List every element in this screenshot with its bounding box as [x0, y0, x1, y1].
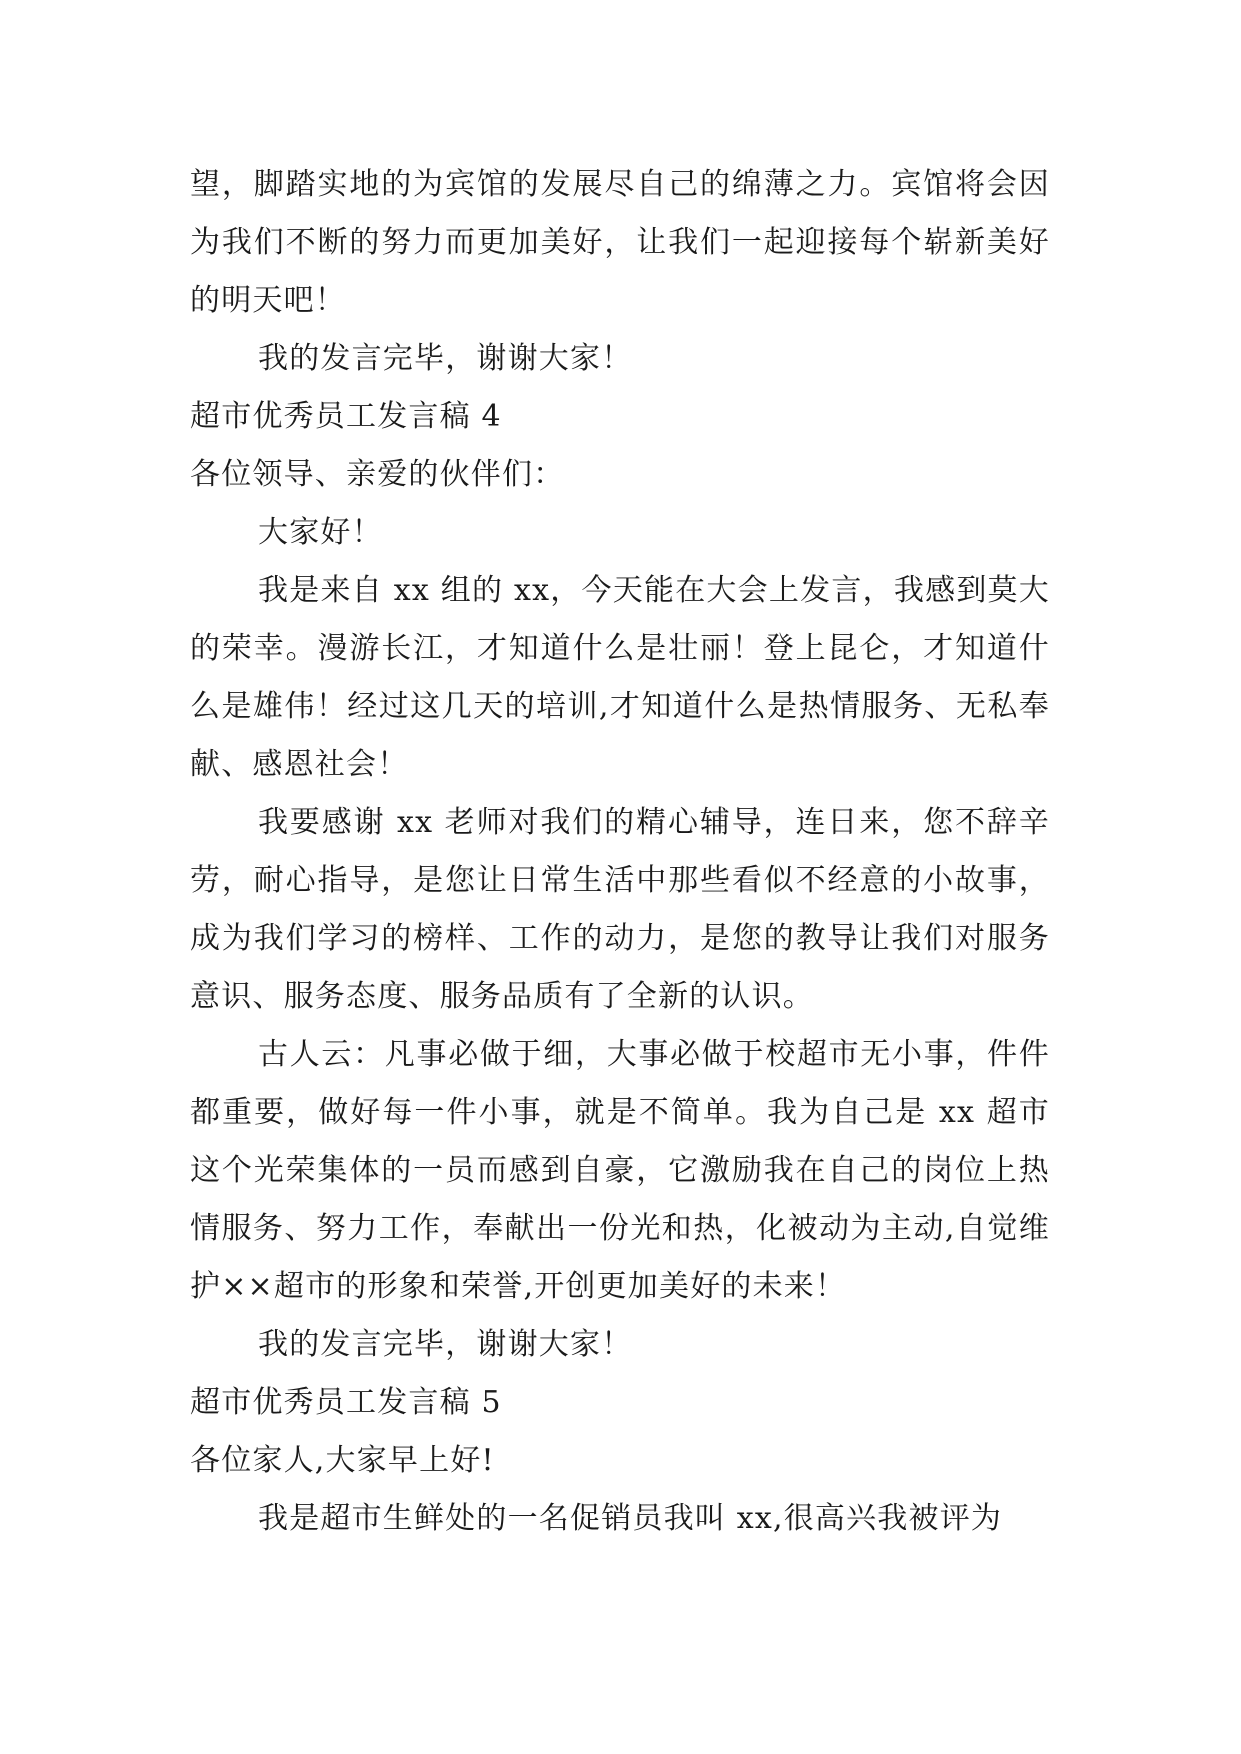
paragraph-salutation-2: 各位家人,大家早上好!	[190, 1443, 495, 1478]
paragraph-salutation: 各位领导、亲爱的伙伴们：	[190, 457, 565, 492]
paragraph-reflection: 古人云：凡事必做于细，大事必做于校超市无小事，件件都重要，做好每一件小事，就是不简单。我为自己是 xx 超市这个光荣集体的一员而感到自豪，它激励我在自己的岗位上热情服务、努力工作，奉献出一份光和热，化被动为主动,自觉维护××超市的形象和荣誉,开创更加美好的未来！	[190, 1037, 1050, 1304]
paragraph-greeting: 大家好！	[258, 515, 383, 550]
paragraph-continuation: 望，脚踏实地的为宾馆的发展尽自己的绵薄之力。宾馆将会因为我们不断的努力而更加美好，让我们一起迎接每个崭新美好的明天吧！	[190, 167, 1050, 318]
paragraph-introduction-2: 我是超市生鲜处的一名促销员我叫 xx,很高兴我被评为	[258, 1501, 1003, 1536]
paragraph-thanks: 我要感谢 xx 老师对我们的精心辅导，连日来，您不辞辛劳，耐心指导，是您让日常生活中那些看似不经意的小故事，成为我们学习的榜样、工作的动力，是您的教导让我们对服务意识、服务态度、服务品质有了全新的认识。	[190, 805, 1050, 1014]
paragraph-introduction: 我是来自 xx 组的 xx，今天能在大会上发言，我感到莫大的荣幸。漫游长江，才知道什么是壮丽！登上昆仑，才知道什么是雄伟！经过这几天的培训,才知道什么是热情服务、无私奉献、感恩社会！	[190, 573, 1050, 782]
paragraph-closing-2: 我的发言完毕，谢谢大家！	[258, 1327, 633, 1362]
document-body	[190, 156, 1050, 1548]
section-heading-5: 超市优秀员工发言稿 5	[190, 1385, 502, 1420]
paragraph-closing: 我的发言完毕，谢谢大家！	[258, 341, 633, 376]
section-heading-4: 超市优秀员工发言稿 4	[190, 399, 502, 434]
